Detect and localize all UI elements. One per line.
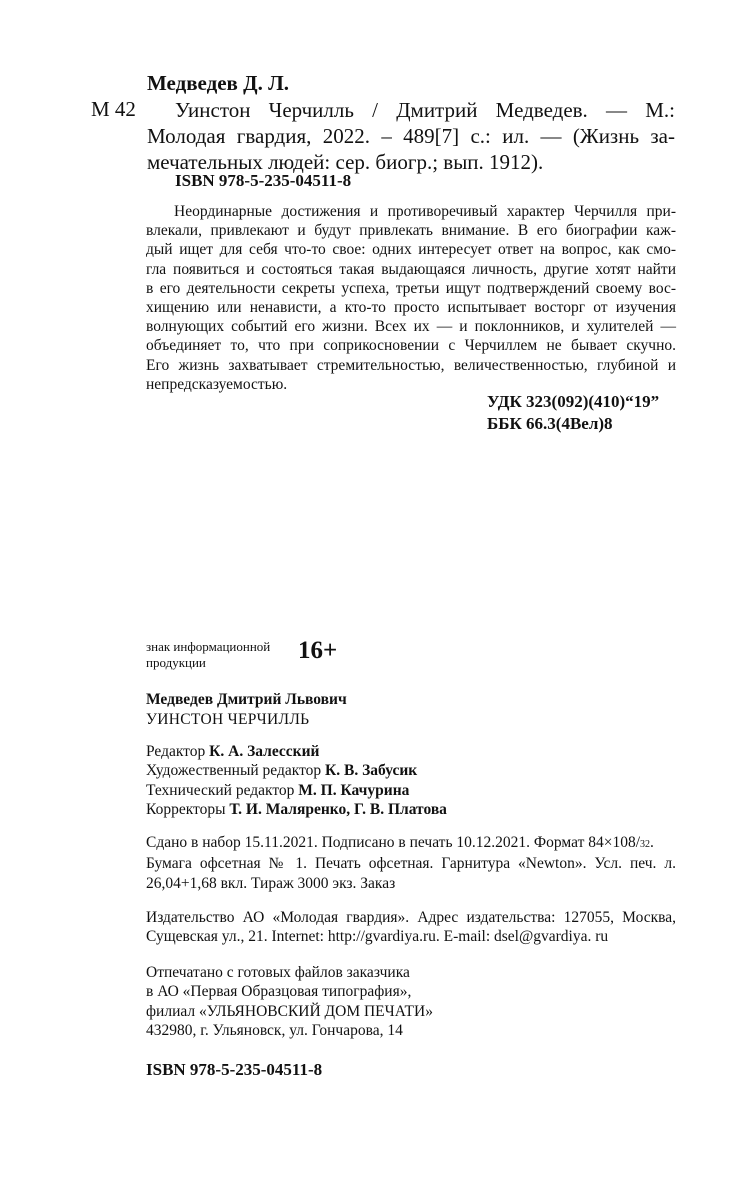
age-rating: 16+ [298,637,338,664]
annotation-line: непредсказуемостью. [146,375,288,393]
author-mark-code: М 42 [91,97,136,121]
print-specs-line: 26,04+1,68 вкл. Тираж 3000 экз. Заказ [146,874,396,892]
staff-name: М. П. Качурина [298,781,410,799]
bib-line: Уинстон Черчилль / Дмитрий Медведев. — М.: [175,98,675,122]
annotation-line: влекали, привлекают и будут привлекать внимание. В его биографии каж- [146,222,676,240]
staff-role: Технический редактор [146,781,295,799]
isbn-top: ISBN 978-5-235-04511-8 [175,171,352,190]
annotation-line: дый ищет для себя что-то свое: одних интересует ответ на вопрос, как смо- [146,241,676,259]
author-heading: Медведев Д. Л. [147,71,289,95]
annotation [146,202,676,394]
staff-role: Корректоры [146,800,226,818]
publisher-line: Издательство АО «Молодая гвардия». Адрес издательства: 127055, Москва, [146,909,676,926]
staff-role: Редактор [146,743,206,760]
bib-line: мечательных людей: сер. биогр.; вып. 1912). [147,150,544,174]
printer-line: 432980, г. Ульяновск, ул. Гончарова, 14 [146,1021,403,1039]
staff-entry [146,781,676,800]
staff-name: К. А. Залесский [209,743,320,760]
publisher-line: Сущевская ул., 21. Internet: http://gvardiya.ru. E-mail: dsel@gvardiya. ru [146,928,609,946]
format-fraction: 32 [640,839,651,850]
print-specs-line: Сдано в набор 15.11.2021. Подписано в печать 10.12.2021. Формат 84×108/32. [146,834,654,851]
colophon-author: Медведев Дмитрий Львович [146,691,347,708]
annotation-line: Неординарные достижения и противоречивый характер Черчилля при- [174,203,676,220]
colophon-title: УИНСТОН ЧЕРЧИЛЛЬ [146,711,310,728]
print-specs-line: Бумага офсетная № 1. Печать офсетная. Гарнитура «Newton». Усл. печ. л. [146,855,676,873]
staff-name: Т. И. Маляренко, Г. В. Платова [229,800,447,818]
printer-info [146,963,676,1040]
udk-code: УДК 323(092)(410)“19” [487,392,660,411]
publisher-info [146,908,676,947]
age-sign-label: знак информационной продукции [146,639,271,670]
isbn-bottom: ISBN 978-5-235-04511-8 [146,1060,323,1079]
annotation-line: объединяет то, что при соприкосновении с Черчиллем не бывает скучно. [146,337,676,355]
staff-list [146,742,676,819]
print-specs [146,833,676,893]
annotation-line: гла появиться и состояться такая выдающаяся личность, другие хотят найти [146,260,676,278]
printer-line: в АО «Первая Образцовая типография», [146,983,412,1001]
staff-entry [146,800,676,819]
annotation-line: Его жизнь захватывает стремительностью, величественностью, глубиной и [146,356,676,374]
annotation-line: в его деятельности секреты успеха, третьи ищут подтверждений своему вос- [146,279,676,297]
printer-line: филиал «УЛЬЯНОВСКИЙ ДОМ ПЕЧАТИ» [146,1002,433,1020]
annotation-line: хищению или ненависти, а кто-то просто испытывает восторг от изучения [146,299,676,317]
annotation-line: волнующих событий его жизни. Всех их — и поклонников, и хулителей — [146,318,676,336]
printer-line: Отпечатано с готовых файлов заказчика [146,964,410,981]
bib-line: Молодая гвардия, 2022. – 489[7] с.: ил. — (Жизнь за- [147,124,675,148]
staff-entry [146,761,676,780]
staff-entry [146,742,676,761]
bbk-code: ББК 66.3(4Вел)8 [487,414,613,433]
staff-name: К. В. Забусик [325,762,418,780]
staff-role: Художественный редактор [146,762,322,780]
bibliographic-description [147,97,675,175]
